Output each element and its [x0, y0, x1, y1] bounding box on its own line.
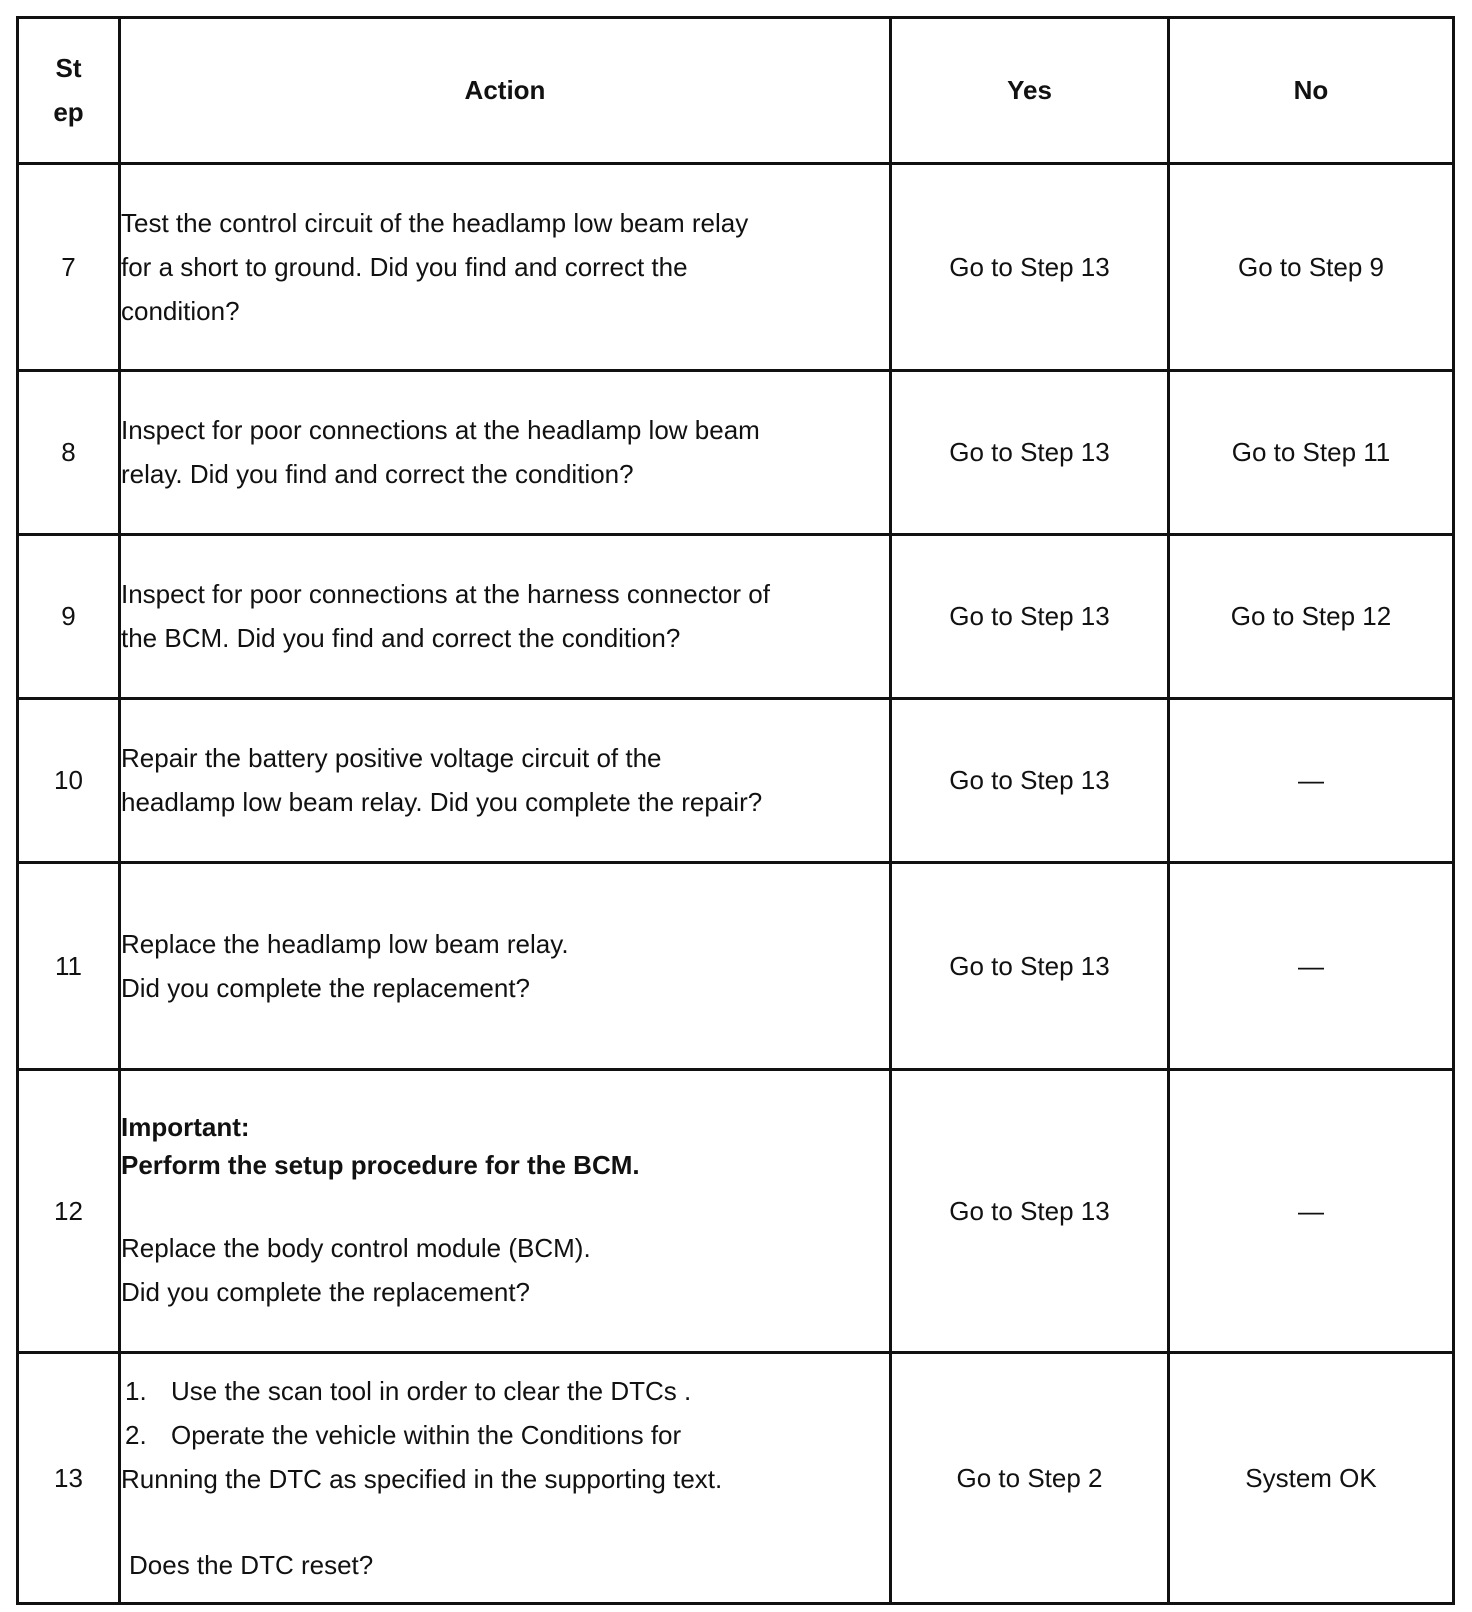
header-step-line1: St — [55, 53, 82, 84]
step-number: 11 — [18, 862, 120, 1069]
important-label: Important: — [121, 1111, 250, 1142]
action-cell — [120, 370, 891, 534]
action-line: Did you complete the replacement? — [121, 1276, 531, 1307]
action-line: headlamp low beam relay. Did you complete the repair? — [121, 787, 763, 818]
action-cell — [120, 862, 891, 1069]
list-text: Operate the vehicle within the Conditions for — [171, 1419, 682, 1450]
header-action: Action — [120, 18, 891, 164]
header-row — [18, 18, 1454, 164]
step-number: 13 — [18, 1352, 120, 1603]
no-cell: Go to Step 11 — [1169, 370, 1454, 534]
action-line: Replace the headlamp low beam relay. — [121, 928, 569, 959]
yes-cell: Go to Step 13 — [891, 862, 1169, 1069]
table-row — [18, 1352, 1454, 1603]
no-cell: Go to Step 12 — [1169, 534, 1454, 698]
no-cell: — — [1169, 1069, 1454, 1352]
list-number: 2. — [125, 1419, 147, 1450]
action-cell — [120, 1352, 891, 1603]
table-row — [18, 862, 1454, 1069]
no-cell: Go to Step 9 — [1169, 163, 1454, 370]
step-number: 9 — [18, 534, 120, 698]
step-number: 12 — [18, 1069, 120, 1352]
header-yes: Yes — [891, 18, 1169, 164]
action-line: Inspect for poor connections at the headlamp low beam — [121, 415, 760, 446]
no-cell: — — [1169, 862, 1454, 1069]
header-step-line2: ep — [53, 97, 84, 128]
action-line: Repair the battery positive voltage circuit of the — [121, 743, 662, 774]
action-line: relay. Did you find and correct the condition? — [121, 459, 634, 490]
action-line: Inspect for poor connections at the harness connector of — [121, 579, 770, 610]
table-row — [18, 370, 1454, 534]
list-item — [121, 1413, 889, 1457]
action-cell — [120, 163, 891, 370]
header-no: No — [1169, 18, 1454, 164]
action-cell — [120, 1069, 891, 1352]
action-line: Did you complete the replacement? — [121, 972, 531, 1003]
procedure-list — [121, 1369, 889, 1457]
yes-cell: Go to Step 13 — [891, 698, 1169, 862]
yes-cell: Go to Step 13 — [891, 534, 1169, 698]
list-text: Use the scan tool in order to clear the DTCs . — [171, 1375, 692, 1406]
action-line: condition? — [121, 295, 240, 326]
yes-cell: Go to Step 2 — [891, 1352, 1169, 1603]
question-line: Does the DTC reset? — [129, 1549, 374, 1580]
yes-cell: Go to Step 13 — [891, 370, 1169, 534]
step-number: 8 — [18, 370, 120, 534]
action-cell — [120, 534, 891, 698]
no-cell: System OK — [1169, 1352, 1454, 1603]
action-line: the BCM. Did you find and correct the condition? — [121, 623, 681, 654]
step-number: 10 — [18, 698, 120, 862]
list-number: 1. — [125, 1375, 147, 1406]
action-line: Replace the body control module (BCM). — [121, 1232, 591, 1263]
action-line: Running the DTC as specified in the supporting text. — [121, 1463, 723, 1494]
table-row — [18, 1069, 1454, 1352]
table-row — [18, 698, 1454, 862]
yes-cell: Go to Step 13 — [891, 1069, 1169, 1352]
table-row — [18, 163, 1454, 370]
no-cell: — — [1169, 698, 1454, 862]
table-row — [18, 534, 1454, 698]
list-item — [121, 1369, 889, 1413]
action-line: for a short to ground. Did you find and correct the — [121, 251, 688, 282]
action-line: Test the control circuit of the headlamp low beam relay — [121, 207, 749, 238]
action-cell — [120, 698, 891, 862]
diagnostic-steps-table — [16, 16, 1455, 1605]
header-step — [18, 18, 120, 164]
important-note: Perform the setup procedure for the BCM. — [121, 1149, 640, 1180]
yes-cell: Go to Step 13 — [891, 163, 1169, 370]
step-number: 7 — [18, 163, 120, 370]
